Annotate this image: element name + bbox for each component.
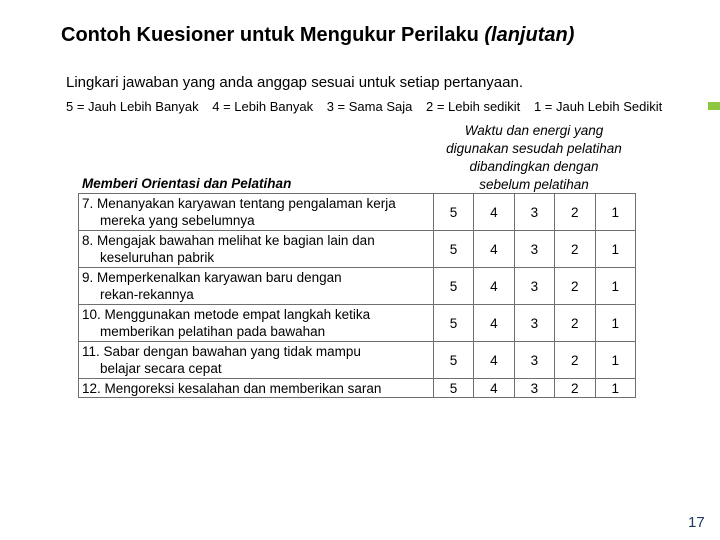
score-option[interactable]: 2	[555, 305, 595, 342]
score-option[interactable]: 5	[433, 379, 473, 398]
score-option[interactable]: 5	[433, 231, 473, 268]
score-option[interactable]: 1	[595, 268, 636, 305]
question-text: 12. Mengoreksi kesalahan dan memberikan saran	[82, 381, 382, 396]
score-option[interactable]: 5	[433, 342, 473, 379]
question-cell	[79, 305, 434, 342]
score-option[interactable]: 2	[555, 194, 595, 231]
page-title	[61, 24, 574, 47]
score-option[interactable]: 1	[595, 305, 636, 342]
question-text-continued: rekan-rekannya	[100, 287, 194, 302]
score-option[interactable]: 1	[595, 379, 636, 398]
scale-entry-4: 4 = Lebih Banyak	[212, 99, 314, 114]
question-text: 8. Mengajak bawahan melihat ke bagian lain dan	[82, 233, 375, 248]
score-option[interactable]: 4	[474, 342, 514, 379]
question-cell	[79, 268, 434, 305]
score-option[interactable]: 1	[595, 342, 636, 379]
question-text-continued: belajar secara cepat	[100, 361, 222, 376]
question-text: 10. Menggunakan metode empat langkah ketika	[82, 307, 371, 322]
score-option[interactable]: 1	[595, 231, 636, 268]
score-option[interactable]: 4	[474, 194, 514, 231]
question-text: 9. Memperkenalkan karyawan baru dengan	[82, 270, 342, 285]
score-option[interactable]: 5	[433, 194, 473, 231]
question-text: 7. Menanyakan karyawan tentang pengalaman kerja	[82, 196, 396, 211]
score-option[interactable]: 3	[514, 379, 554, 398]
caption-line: digunakan sesudah pelatihan	[446, 141, 622, 156]
score-option[interactable]: 3	[514, 194, 554, 231]
table-row	[79, 379, 636, 398]
score-option[interactable]: 4	[474, 305, 514, 342]
table-row	[79, 268, 636, 305]
table-row	[79, 342, 636, 379]
question-cell	[79, 194, 434, 231]
score-option[interactable]: 4	[474, 231, 514, 268]
question-cell	[79, 342, 434, 379]
page-title-italic: (lanjutan)	[484, 24, 575, 46]
score-option[interactable]: 2	[555, 379, 595, 398]
page-title-main: Contoh Kuesioner untuk Mengukur Perilaku	[61, 24, 479, 46]
question-text-continued: memberikan pelatihan pada bawahan	[100, 324, 326, 339]
questionnaire-table	[78, 193, 636, 398]
score-option[interactable]: 5	[433, 268, 473, 305]
table-row	[79, 231, 636, 268]
question-text: 11. Sabar dengan bawahan yang tidak mampu	[82, 344, 361, 359]
green-accent-mark	[708, 102, 720, 110]
question-cell	[79, 231, 434, 268]
table-row	[79, 305, 636, 342]
section-title: Memberi Orientasi dan Pelatihan	[82, 176, 292, 191]
score-option[interactable]: 3	[514, 231, 554, 268]
score-column-caption	[432, 122, 636, 194]
caption-line: sebelum pelatihan	[479, 177, 589, 192]
score-option[interactable]: 3	[514, 268, 554, 305]
instruction-text: Lingkari jawaban yang anda anggap sesuai untuk setiap pertanyaan.	[66, 74, 524, 91]
scale-entry-2: 2 = Lebih sedikit	[425, 99, 521, 114]
page-number: 17	[688, 514, 705, 531]
question-text-continued: mereka yang sebelumnya	[100, 213, 255, 228]
score-option[interactable]: 2	[555, 231, 595, 268]
score-option[interactable]: 5	[433, 305, 473, 342]
scale-entry-1: 1 = Jauh Lebih Sedikit	[533, 99, 663, 114]
score-option[interactable]: 3	[514, 305, 554, 342]
question-text-continued: keseluruhan pabrik	[100, 250, 215, 265]
score-option[interactable]: 3	[514, 342, 554, 379]
score-option[interactable]: 2	[555, 268, 595, 305]
rating-scale-legend	[66, 99, 672, 114]
question-cell	[79, 379, 434, 398]
score-option[interactable]: 2	[555, 342, 595, 379]
scale-entry-3: 3 = Sama Saja	[326, 99, 413, 114]
caption-line: dibandingkan dengan	[469, 159, 599, 174]
table-row	[79, 194, 636, 231]
score-option[interactable]: 4	[474, 379, 514, 398]
score-option[interactable]: 1	[595, 194, 636, 231]
scale-entry-5: 5 = Jauh Lebih Banyak	[66, 99, 199, 114]
caption-line: Waktu dan energi yang	[464, 123, 604, 138]
score-option[interactable]: 4	[474, 268, 514, 305]
